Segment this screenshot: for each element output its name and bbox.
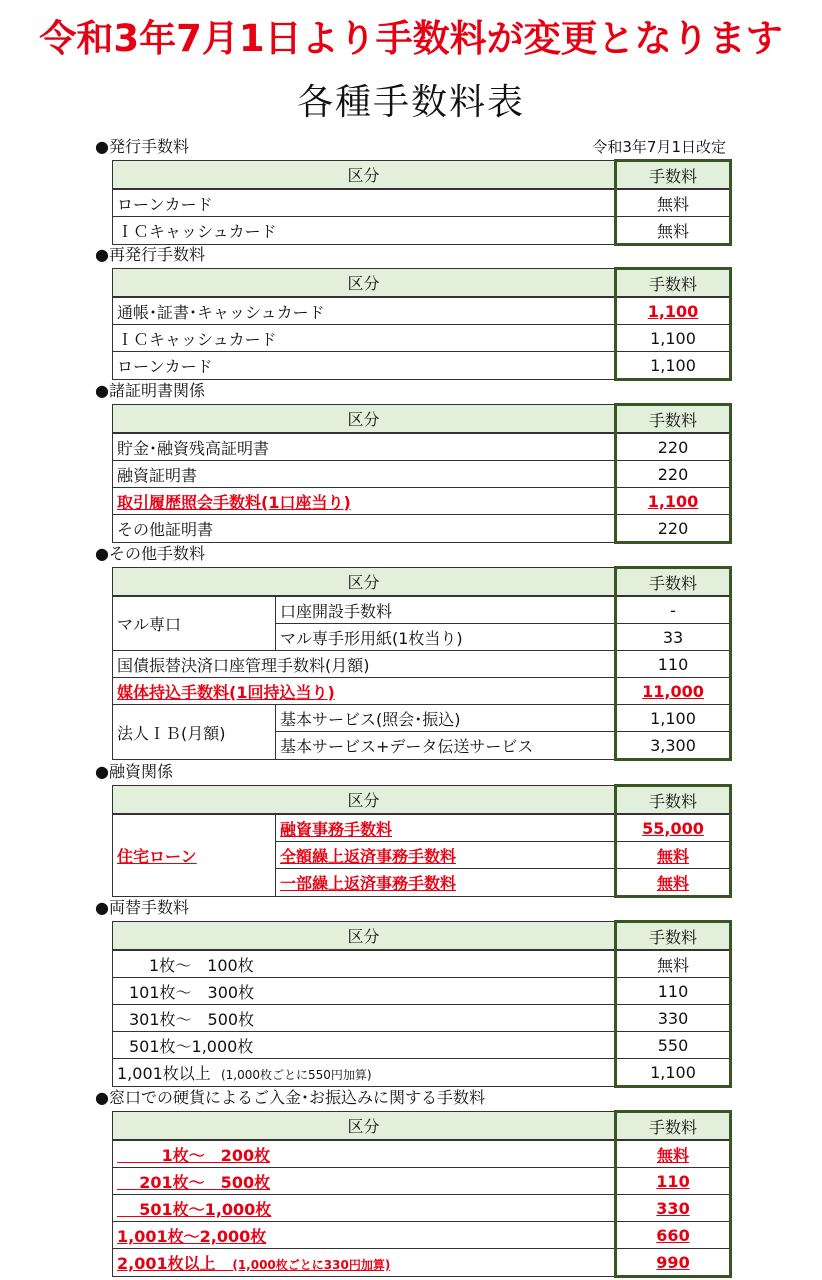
table-row xyxy=(113,189,731,217)
table-row xyxy=(113,1249,731,1277)
table-row xyxy=(113,325,731,352)
table-header-row xyxy=(113,405,731,434)
header-kubun: 区分 xyxy=(113,1112,616,1141)
row-label: ＩＣキャッシュカード xyxy=(113,217,616,245)
row-label: ローンカード xyxy=(113,189,616,217)
row-label: ＩＣキャッシュカード xyxy=(113,325,616,352)
row-label: 取引履歴照会手数料(1口座当り) xyxy=(113,488,616,515)
table-row xyxy=(113,1032,731,1059)
table-row xyxy=(113,433,731,461)
header-fee: 手数料 xyxy=(616,269,731,298)
row-fee: 660 xyxy=(616,1222,731,1249)
row-label: 媒体持込手数料(1回持込当り) xyxy=(113,678,616,705)
row-fee: 無料 xyxy=(616,869,731,897)
row-label: 一部繰上返済事務手数料 xyxy=(276,869,616,897)
header-fee: 手数料 xyxy=(616,405,731,434)
table-row xyxy=(113,297,731,325)
table-row xyxy=(113,1059,731,1087)
row-fee: 110 xyxy=(616,1168,731,1195)
row-fee: 1,100 xyxy=(616,297,731,325)
table-row xyxy=(113,1168,731,1195)
table-row xyxy=(113,678,731,705)
row-fee: 1,100 xyxy=(616,1059,731,1087)
exchange-fee-table xyxy=(112,920,732,1088)
table-row xyxy=(113,705,731,732)
row-fee: 220 xyxy=(616,515,731,543)
section-heading-exchange: ●両替手数料 xyxy=(95,898,189,917)
row-fee: 無料 xyxy=(616,217,731,245)
table-header-row xyxy=(113,922,731,951)
header-fee: 手数料 xyxy=(616,922,731,951)
row-fee: 330 xyxy=(616,1005,731,1032)
table-row xyxy=(113,814,731,842)
row-label: 口座開設手数料 xyxy=(276,596,616,624)
table-row xyxy=(113,1195,731,1222)
row-fee: 無料 xyxy=(616,950,731,978)
row-label: 1枚～ 200枚 xyxy=(113,1140,616,1168)
coin-deposit-fee-table xyxy=(112,1110,732,1278)
group-label-maru: マル専口 xyxy=(113,596,276,651)
row-fee: 無料 xyxy=(616,189,731,217)
table-header-row xyxy=(113,161,731,190)
other-fee-table xyxy=(112,566,732,761)
issue-fee-table xyxy=(112,159,732,246)
row-fee: 550 xyxy=(616,1032,731,1059)
row-fee: 無料 xyxy=(616,842,731,869)
row-fee: 330 xyxy=(616,1195,731,1222)
row-fee: 3,300 xyxy=(616,732,731,760)
row-fee: 110 xyxy=(616,978,731,1005)
header-fee: 手数料 xyxy=(616,1112,731,1141)
table-row xyxy=(113,352,731,380)
header-kubun: 区分 xyxy=(113,786,616,815)
header-fee: 手数料 xyxy=(616,568,731,597)
loan-fee-table xyxy=(112,784,732,898)
header-kubun: 区分 xyxy=(113,405,616,434)
header-fee: 手数料 xyxy=(616,786,731,815)
row-label: 貯金･融資残高証明書 xyxy=(113,433,616,461)
table-row xyxy=(113,651,731,678)
section-heading-coin-deposit: ●窓口での硬貨によるご入金･お振込みに関する手数料 xyxy=(95,1088,485,1107)
group-label-houjin: 法人ＩＢ(月額) xyxy=(113,705,276,760)
row-fee: 無料 xyxy=(616,1140,731,1168)
row-label: 1,001枚以上 (1,000枚ごとに550円加算) xyxy=(113,1059,616,1087)
header-kubun: 区分 xyxy=(113,269,616,298)
row-label: 国債振替決済口座管理手数料(月額) xyxy=(113,651,616,678)
row-fee: 1,100 xyxy=(616,325,731,352)
row-fee: 33 xyxy=(616,624,731,651)
row-fee: 11,000 xyxy=(616,678,731,705)
table-row xyxy=(113,461,731,488)
row-fee: 990 xyxy=(616,1249,731,1277)
section-heading-other: ●その他手数料 xyxy=(95,544,205,563)
table-row xyxy=(113,596,731,624)
section-heading-issue: ●発行手数料 xyxy=(95,137,189,156)
table-header-row xyxy=(113,269,731,298)
row-fee: - xyxy=(616,596,731,624)
table-row xyxy=(113,1222,731,1249)
header-kubun: 区分 xyxy=(113,922,616,951)
row-label: 融資事務手数料 xyxy=(276,814,616,842)
table-header-row xyxy=(113,568,731,597)
row-fee: 1,100 xyxy=(616,488,731,515)
revision-date: 令和3年7月1日改定 xyxy=(592,138,726,156)
header-kubun: 区分 xyxy=(113,568,616,597)
row-label: 501枚～1,000枚 xyxy=(113,1032,616,1059)
table-row xyxy=(113,950,731,978)
row-fee: 1,100 xyxy=(616,705,731,732)
section-heading-loan: ●融資関係 xyxy=(95,762,173,781)
row-label: 301枚～ 500枚 xyxy=(113,1005,616,1032)
certificate-fee-table xyxy=(112,403,732,544)
row-label: 1枚～ 100枚 xyxy=(113,950,616,978)
section-heading-certificates: ●諸証明書関係 xyxy=(95,381,205,400)
row-label: 通帳･証書･キャッシュカード xyxy=(113,297,616,325)
row-fee: 110 xyxy=(616,651,731,678)
table-row xyxy=(113,488,731,515)
table-row xyxy=(113,1140,731,1168)
table-row xyxy=(113,217,731,245)
group-label-housing-loan: 住宅ローン xyxy=(113,814,276,897)
row-label: 全額繰上返済事務手数料 xyxy=(276,842,616,869)
row-label: マル専手形用紙(1枚当り) xyxy=(276,624,616,651)
table-header-row xyxy=(113,1112,731,1141)
row-label: 融資証明書 xyxy=(113,461,616,488)
row-label: 1,001枚～2,000枚 xyxy=(113,1222,616,1249)
table-row xyxy=(113,1005,731,1032)
section-heading-reissue: ●再発行手数料 xyxy=(95,245,205,264)
row-note: (1,000枚ごとに550円加算) xyxy=(220,1068,372,1082)
table-header-row xyxy=(113,786,731,815)
row-fee: 55,000 xyxy=(616,814,731,842)
page-title: 各種手数料表 xyxy=(296,82,525,123)
row-label: 501枚～1,000枚 xyxy=(113,1195,616,1222)
row-label: 2,001枚以上 (1,000枚ごとに330円加算) xyxy=(113,1249,616,1277)
row-label: 基本サービス+データ伝送サービス xyxy=(276,732,616,760)
row-label: 101枚～ 300枚 xyxy=(113,978,616,1005)
header-kubun: 区分 xyxy=(113,161,616,190)
table-row xyxy=(113,978,731,1005)
row-note: (1,000枚ごとに330円加算) xyxy=(232,1258,391,1272)
row-fee: 220 xyxy=(616,433,731,461)
header-fee: 手数料 xyxy=(616,161,731,190)
table-row xyxy=(113,515,731,543)
change-notice-banner: 令和3年7月1日より手数料が変更となります xyxy=(39,17,783,60)
row-fee: 220 xyxy=(616,461,731,488)
row-label: その他証明書 xyxy=(113,515,616,543)
row-label: ローンカード xyxy=(113,352,616,380)
row-label: 201枚～ 500枚 xyxy=(113,1168,616,1195)
row-label: 基本サービス(照会･振込) xyxy=(276,705,616,732)
reissue-fee-table xyxy=(112,267,732,381)
row-fee: 1,100 xyxy=(616,352,731,380)
